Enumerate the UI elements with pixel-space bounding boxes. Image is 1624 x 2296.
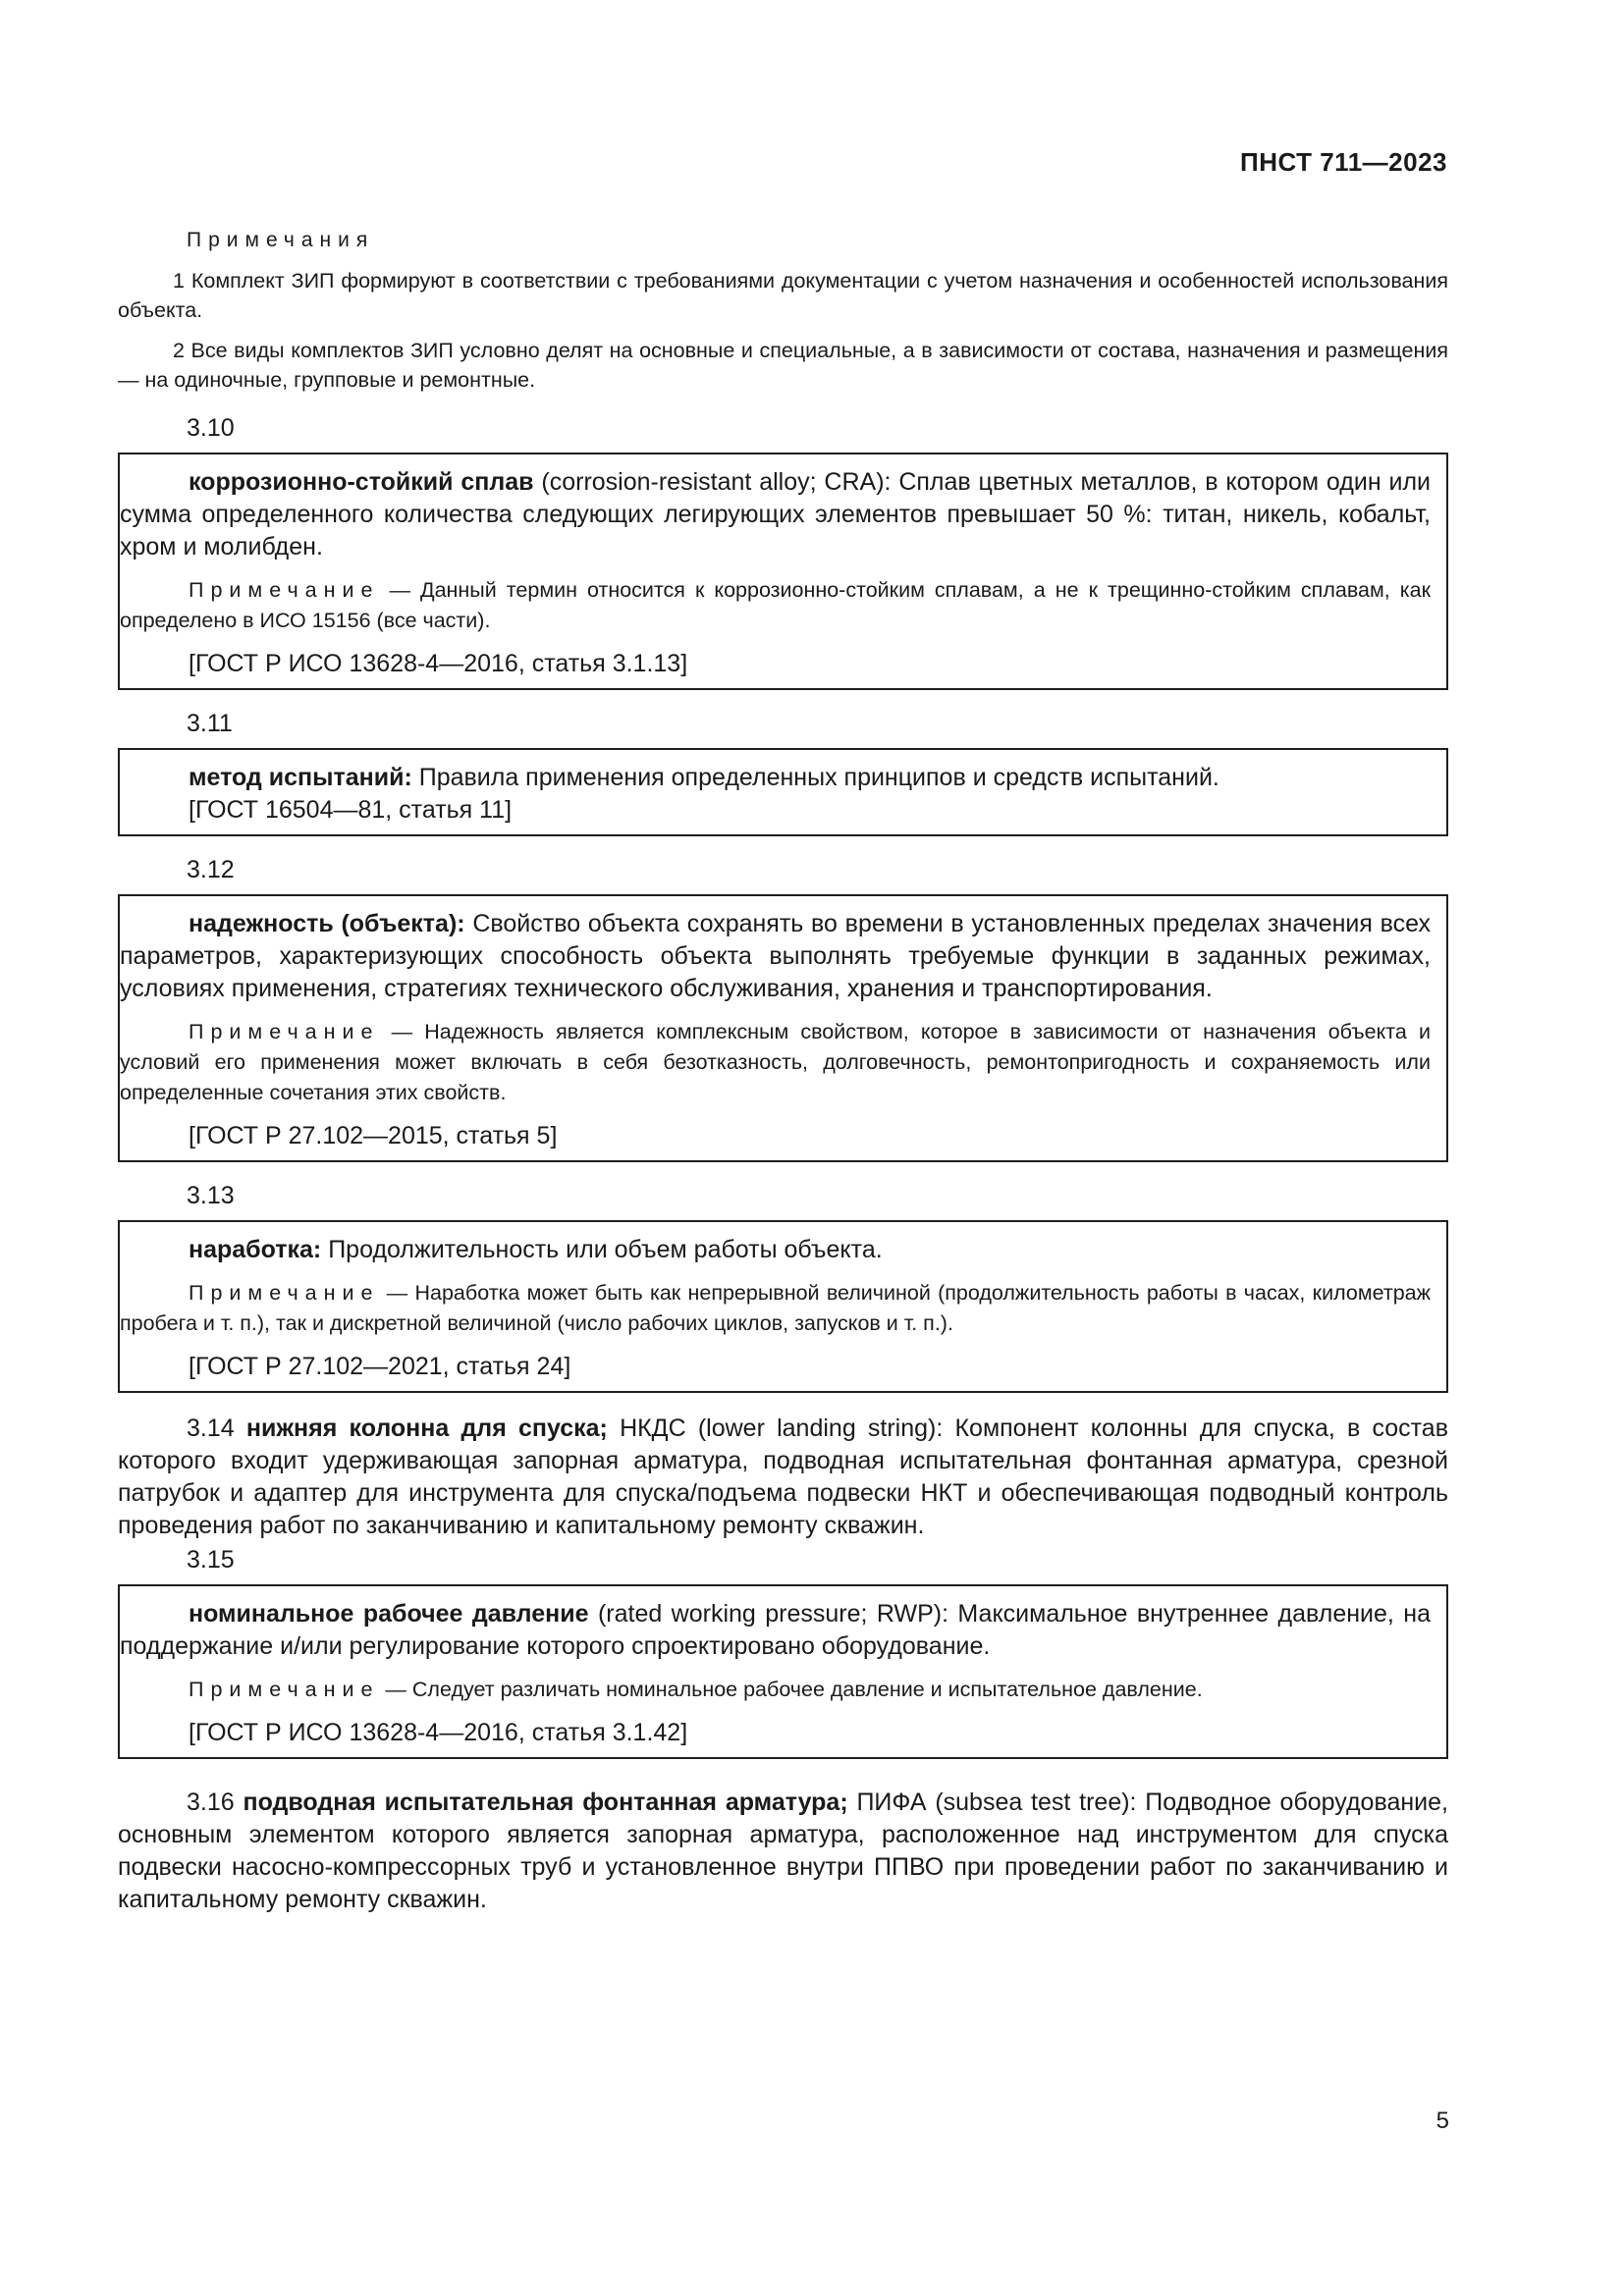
term-box-3-10 [118,453,1448,690]
note-text: — Следует различать номинальное рабочее давление и испытательное давление. [379,1678,1203,1701]
term-source: [ГОСТ Р ИСО 13628-4—2016, статья 3.1.42] [189,1719,688,1746]
term-definition [120,1598,1431,1663]
term-definition-text: Свойство объекта сохранять во времени в установленных пределах значения всех параметров, характеризующих способность объекта выполнять требуемые функции в заданных режимах, условиях применения, стратегиях технического обслуживания, хранения и транспортирования. [120,910,1431,1002]
term-box-3-13 [118,1220,1448,1393]
term-source: [ГОСТ Р 27.102—2021, статья 24] [189,1353,571,1380]
term-name: наработка: [189,1236,322,1263]
term-3-14 [118,1413,1448,1542]
term-number-3-12: 3.12 [187,856,235,883]
note-item-2: 2 Все виды комплектов ЗИП условно делят на основные и специальные, а в зависимости от состава, назначения и размещения — на одиночные, групповые и ремонтные. [118,339,1448,392]
term-definition-text: Правила применения определенных принципов и средств испытаний. [411,764,1219,791]
term-definition [120,908,1431,1005]
term-number-3-10: 3.10 [187,414,235,442]
term-definition [120,466,1431,563]
term-definition-text: (corrosion-resistant alloy; CRA): Сплав цветных металлов, в котором один или сумма определенного количества следующих легирующих элементов превышает 50 %: титан, никель, кобальт, хром и молибден. [120,468,1431,561]
note-text: — Наработка может быть как непрерывной величиной (продолжительность работы в часах, километраж пробега и т. п.), так и дискретной величиной (число рабочих циклов, запусков и т. п.). [120,1281,1431,1335]
term-number: 3.14 [187,1415,235,1442]
term-definition-text: ПИФА (subsea test tree): Подводное оборудование, основным элементом которого является запорная арматура, расположенное над инструментом для спуска подвески насосно-компрессорных труб и установленное внутри ППВО при проведении работ по заканчиванию и капитальному ремонту скважин. [118,1789,1448,1913]
term-3-16 [118,1787,1448,1916]
note-label: Примечание [189,1281,380,1305]
term-name: метод испытаний: [189,764,412,791]
notes-title: Примечания [187,229,375,251]
term-name: надежность (объекта): [189,910,465,937]
term-source: [ГОСТ Р 27.102—2015, статья 5] [189,1122,558,1149]
term-name: коррозионно-стойкий сплав [189,468,534,496]
term-number-3-11: 3.11 [187,710,233,737]
term-note [120,1278,1431,1339]
term-note [120,575,1431,636]
term-note [120,1675,1431,1705]
term-number-3-13: 3.13 [187,1182,235,1209]
term-name: подводная испытательная фонтанная арматура; [243,1789,848,1816]
term-source: [ГОСТ Р ИСО 13628-4—2016, статья 3.1.13] [189,650,688,677]
term-definition [120,1234,1431,1266]
term-definition-text: Продолжительность или объем работы объекта. [321,1236,883,1263]
note-label: Примечание [189,1678,380,1701]
note-label: Примечание [189,578,380,602]
term-definition [120,762,1431,794]
term-definition-text: (rated working pressure; RWP): Максимальное внутреннее давление, на поддержание и/или регулирование которого спроектировано оборудование. [120,1600,1431,1660]
term-box-3-12 [118,894,1448,1162]
note-item-1: 1 Комплект ЗИП формируют в соответствии с требованиями документации с учетом назначения и особенностей использования объекта. [118,269,1448,322]
term-name: нижняя колонна для спуска; [245,1415,608,1442]
term-box-3-11 [118,748,1448,836]
note-text: — Надежность является комплексным свойством, которое в зависимости от назначения объекта и условий его применения может включать в себя безотказность, долговечность, ремонтопригодность и сохраняемость или определенные сочетания этих свойств. [120,1020,1431,1104]
note-label: Примечание [189,1020,380,1043]
note-text: — Данный термин относится к коррозионно-стойким сплавам, а не к трещинно-стойким сплавам, как определено в ИСО 15156 (все части). [120,578,1431,632]
page-number: 5 [1435,2108,1449,2134]
term-number-3-15: 3.15 [187,1546,235,1574]
document-code: ПНСТ 711—2023 [1240,147,1447,177]
term-source: [ГОСТ 16504—81, статья 11] [189,796,513,824]
page-content [118,224,1448,1916]
term-definition-text: НКДС (lower landing string): Компонент колонны для спуска, в состав которого входит удерживающая запорная арматура, подводная испытательная фонтанная арматура, срезной патрубок и адаптер для инструмента для спуска/подъема подвески НКТ и обеспечивающая подводный контроль проведения работ по заканчиванию и капитальному ремонту скважин. [118,1415,1448,1539]
term-note [120,1017,1431,1108]
term-box-3-15 [118,1584,1448,1759]
term-number: 3.16 [187,1789,235,1816]
term-name: номинальное рабочее давление [189,1600,589,1628]
